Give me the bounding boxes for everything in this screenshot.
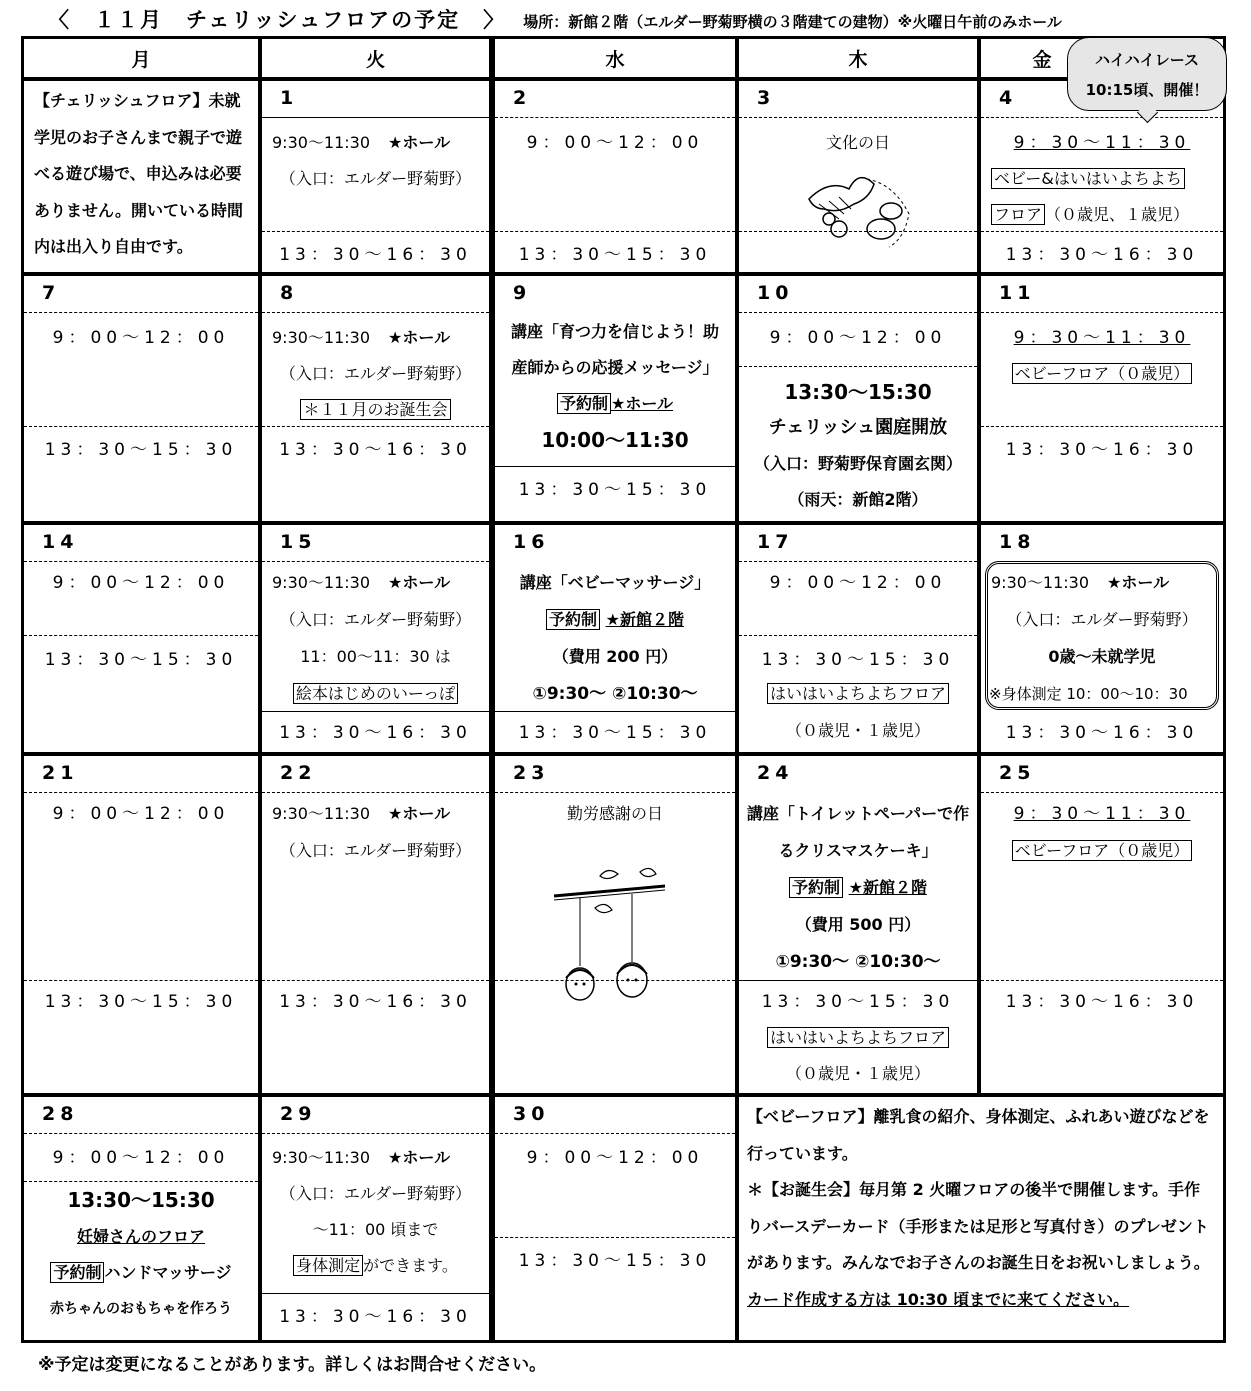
program-label: ベビーフロア（０歳児） <box>981 362 1223 386</box>
footer-note: ※予定は変更になることがあります。詳しくはお問合せください。 <box>38 1355 547 1375</box>
lecture-venue: 予約制 ★新館２階 <box>495 608 735 632</box>
day-cell-9 <box>495 276 735 521</box>
program-label: ベビーフロア（０歳児） <box>981 839 1223 863</box>
date-label: 2 <box>513 87 532 109</box>
entrance-note: （入口：エルダー野菊野） <box>1006 610 1198 629</box>
afternoon-session: 13：30～15：30 <box>518 723 712 743</box>
lecture-venue: 予約制 ★ホール <box>495 392 735 416</box>
morning-session: 9:30～11:30 ★ホール <box>272 133 451 152</box>
day-cell-10 <box>739 276 977 521</box>
afternoon-session: 13：30～16：30 <box>1005 245 1199 265</box>
morning-session: 9：00～12：00 <box>52 1148 230 1168</box>
birthday-note: ＊【お誕生会】毎月第 2 火曜フロアの後半で開催します。手作りバースデーカード（手形または足形と写真付き）のプレゼントがあります。みんなでお子さんのお誕生日をお祝いしましょう。カード作成する方は 10:30 頃までに来てください。 <box>747 1180 1210 1309</box>
measurement-note: 身体測定 ができます。 <box>262 1254 489 1278</box>
holiday-label: 文化の日 <box>825 133 890 152</box>
weekday-fri: 金 <box>981 39 1223 77</box>
afternoon-session: 13：30～15：30 <box>761 992 955 1012</box>
ginkgo-acorn-illustration <box>799 159 919 249</box>
morning-session: 9：30～11：30 <box>1013 328 1191 348</box>
weekday-mon: 月 <box>24 39 258 77</box>
weekday-thu: 木 <box>739 39 977 77</box>
date-label: 25 <box>999 762 1036 784</box>
morning-session: 9：00～12：00 <box>526 133 704 153</box>
afternoon-session: 13：30～15：30 <box>44 440 238 460</box>
date-label: 4 <box>999 87 1018 109</box>
day-cell-15 <box>262 525 489 752</box>
date-label: 16 <box>513 531 550 553</box>
afternoon-session: 13：30～16：30 <box>279 1307 472 1327</box>
afternoon-session: 13：30～15：30 <box>44 992 238 1012</box>
day-cell-7 <box>24 276 258 521</box>
day-cell-8 <box>262 276 489 521</box>
day-cell-2 <box>495 81 735 272</box>
baby-floor-note: 【ベビーフロア】離乳食の紹介、身体測定、ふれあい遊びなどを行っています。 <box>747 1107 1210 1163</box>
pregnant-floor: 妊婦さんのフロア <box>76 1227 205 1246</box>
date-label: 10 <box>757 282 794 304</box>
measurement-until: ～11：00 頃まで <box>312 1220 439 1239</box>
morning-session: 9：00～12：00 <box>769 328 947 348</box>
afternoon-session: 13：30～15：30 <box>518 480 712 500</box>
date-label: 28 <box>42 1103 79 1125</box>
story-time: 11：00～11：30 は <box>300 647 451 666</box>
program-label: ベビー&はいはいよちよち <box>981 167 1223 191</box>
day-cell-25 <box>981 756 1223 1093</box>
day-cell-16 <box>495 525 735 752</box>
intro-cell <box>24 81 258 272</box>
lecture-sessions: ①9:30～ ②10:30～ <box>532 684 698 704</box>
holiday-label: 勤労感謝の日 <box>566 804 663 823</box>
story-program: 絵本はじめのいーっぽ <box>262 682 489 706</box>
day-cell-11 <box>981 276 1223 521</box>
morning-session: 9:30～11:30 ★ホール <box>272 573 451 592</box>
day-cell-30 <box>495 1097 735 1340</box>
garden-rain: （雨天：新館2階） <box>788 490 928 509</box>
date-label: 14 <box>42 531 79 553</box>
garden-entrance: （入口：野菊野保育園玄関） <box>753 454 962 473</box>
weekday-wed: 水 <box>495 39 735 77</box>
morning-session: 9:30～11:30 ★ホール <box>272 804 451 823</box>
program-age: （０歳児・１歳児） <box>785 1064 930 1083</box>
day-cell-18 <box>981 525 1223 752</box>
day-cell-22 <box>262 756 489 1093</box>
afternoon-session: 13：30～15：30 <box>518 1251 712 1271</box>
entrance-note: （入口：エルダー野菊野） <box>279 169 472 188</box>
morning-session: 9：30～11：30 <box>1013 133 1191 153</box>
entrance-note: （入口：エルダー野菊野） <box>279 610 472 629</box>
entrance-note: （入口：エルダー野菊野） <box>279 364 472 383</box>
afternoon-session: 13：30～16：30 <box>279 245 472 265</box>
page-title: 〈 １１月 チェリッシュフロアの予定 〉 <box>48 8 507 32</box>
afternoon-session: 13：30～15：30 <box>518 245 712 265</box>
garden-time: 13:30～15:30 <box>784 380 932 404</box>
date-label: 15 <box>280 531 317 553</box>
afternoon-session: 13：30～16：30 <box>1005 723 1199 743</box>
morning-session: 9:30～11:30 ★ホール <box>272 1148 451 1167</box>
afternoon-session: 13：30～16：30 <box>1005 440 1199 460</box>
date-label: 9 <box>513 282 532 304</box>
date-label: 17 <box>757 531 794 553</box>
entrance-note: （入口：エルダー野菊野） <box>279 841 472 860</box>
date-label: 22 <box>280 762 317 784</box>
intro-text: 【チェリッシュフロア】未就学児のお子さんまで親子で遊べる遊び場で、申込みは必要ありません。開いている時間内は出入り自由です。 <box>34 91 243 256</box>
afternoon-session: 13：30～16：30 <box>279 992 472 1012</box>
lecture-title-cont: るクリスマスケーキ」 <box>778 841 938 860</box>
day-cell-1 <box>262 81 489 272</box>
entrance-note: （入口：エルダー野菊野） <box>279 1184 472 1203</box>
morning-session: 9：00～12：00 <box>52 573 230 593</box>
morning-session: 9：00～12：00 <box>52 328 230 348</box>
date-label: 21 <box>42 762 79 784</box>
day-cell-29 <box>262 1097 489 1340</box>
lecture-title: 講座「トイレットペーパーで作 <box>746 804 970 823</box>
lecture-fee: （費用 500 円） <box>795 915 921 934</box>
morning-session: 9：00～12：00 <box>526 1148 704 1168</box>
hand-massage: 予約制 ハンドマッサージ <box>24 1261 258 1285</box>
lecture-title: 講座「ベビーマッサージ」 <box>519 573 711 592</box>
day-cell-24 <box>739 756 977 1093</box>
program-age: （０歳児・１歳児） <box>785 721 930 740</box>
birthday-event: ＊１１月のお誕生会 <box>262 398 489 422</box>
morning-session: 9:30～11:30 ★ホール <box>272 328 451 347</box>
lecture-title: 講座「育つ力を信じよう！助 <box>510 322 719 341</box>
morning-session: 9：30～11：30 <box>1013 804 1191 824</box>
program-label-cont: フロア （０歳児、１歳児） <box>981 203 1223 227</box>
afternoon-session: 13：30～15：30 <box>761 650 955 670</box>
day-cell-3 <box>739 81 977 272</box>
day-cell-14 <box>24 525 258 752</box>
crawling-race-callout: ハイハイレース 10:15頃、開催！ <box>1067 37 1227 111</box>
afternoon-session: 13：30～16：30 <box>279 723 472 743</box>
date-label: 3 <box>757 87 776 109</box>
morning-session: 9:30～11:30 ★ホール <box>991 573 1170 592</box>
location-text: 場所：新館２階（エルダー野菊野横の３階建ての建物）※火曜日午前のみホール <box>523 13 1062 31</box>
weekday-tue: 火 <box>262 39 489 77</box>
day-cell-28 <box>24 1097 258 1340</box>
program-label: はいはいよちよちフロア <box>739 682 977 706</box>
date-label: 11 <box>999 282 1036 304</box>
page-header <box>48 4 1062 34</box>
lecture-title-cont: 産師からの応援メッセージ」 <box>511 358 719 377</box>
day-cell-21 <box>24 756 258 1093</box>
date-label: 24 <box>757 762 794 784</box>
lecture-fee: （費用 200 円） <box>552 647 678 666</box>
lecture-time: 10:00～11:30 <box>541 428 689 452</box>
morning-session: 9：00～12：00 <box>52 804 230 824</box>
toy-making: 赤ちゃんのおもちゃを作ろう <box>50 1301 232 1317</box>
date-label: 18 <box>999 531 1036 553</box>
morning-session: 9：00～12：00 <box>769 573 947 593</box>
date-label: 23 <box>513 762 550 784</box>
measurement-note: ※身体測定 10：00～10：30 <box>989 685 1188 703</box>
day-cell-17 <box>739 525 977 752</box>
date-label: 29 <box>280 1103 317 1125</box>
day-cell-23 <box>495 756 735 1093</box>
calendar-table <box>21 36 1226 1343</box>
afternoon-time: 13:30～15:30 <box>67 1188 215 1212</box>
notes-cell <box>739 1097 1223 1340</box>
afternoon-session: 13：30～16：30 <box>1005 992 1199 1012</box>
program-label: はいはいよちよちフロア <box>739 1026 977 1050</box>
date-label: 1 <box>280 87 299 109</box>
lecture-venue: 予約制 ★新館２階 <box>739 876 977 900</box>
date-label: 7 <box>42 282 61 304</box>
acorn-swing-illustration <box>550 866 670 1006</box>
date-label: 8 <box>280 282 299 304</box>
afternoon-session: 13：30～15：30 <box>44 650 238 670</box>
date-label: 30 <box>513 1103 550 1125</box>
garden-event: チェリッシュ園庭開放 <box>768 417 948 438</box>
lecture-sessions: ①9:30～ ②10:30～ <box>775 952 941 972</box>
afternoon-session: 13：30～16：30 <box>279 440 472 460</box>
target-age: 0歳～未就学児 <box>1048 647 1156 666</box>
